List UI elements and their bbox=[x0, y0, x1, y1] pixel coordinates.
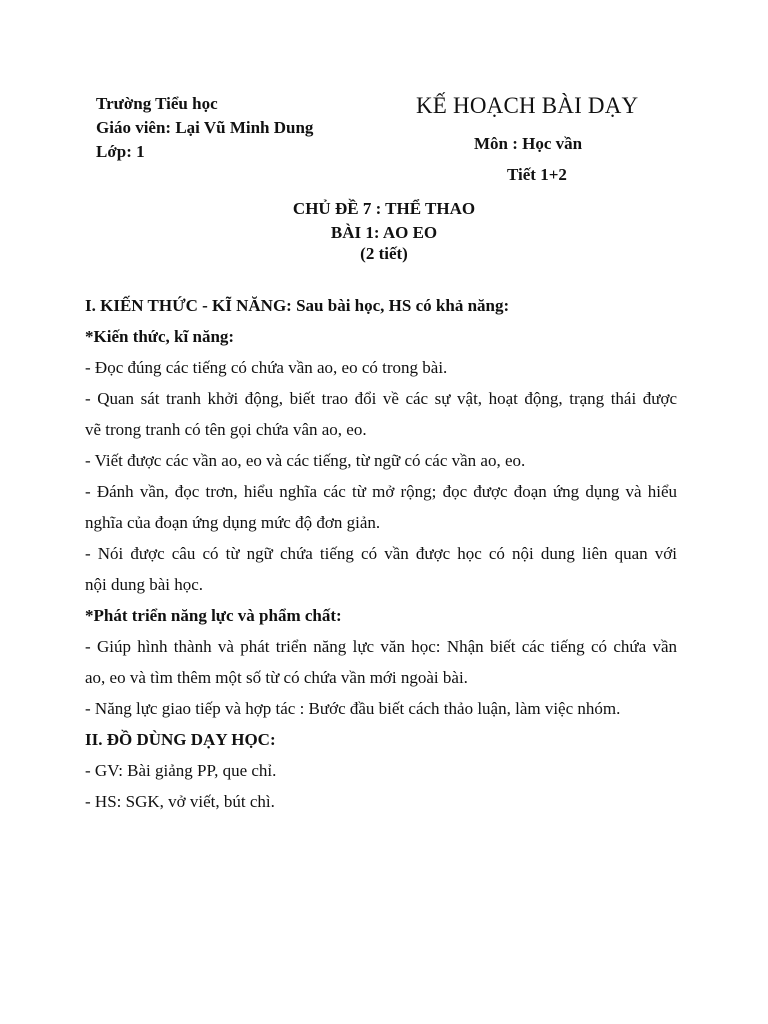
objective-line: - Quan sát tranh khởi động, biết trao đổi về các sự vật, hoạt động, trạng thái được bbox=[85, 389, 677, 408]
materials-line: - GV: Bài giảng PP, que chỉ. bbox=[85, 761, 277, 780]
lesson-duration: (2 tiết) bbox=[360, 244, 408, 263]
materials-line: - HS: SGK, vở viết, bút chì. bbox=[85, 792, 275, 811]
competency-line: - Giúp hình thành và phát triển năng lực văn học: Nhận biết các tiếng có chứa vần bbox=[85, 637, 677, 656]
objective-line: - Viết được các vần ao, eo và các tiếng, từ ngữ có các vần ao, eo. bbox=[85, 451, 526, 470]
grade-label: Lớp: 1 bbox=[96, 142, 145, 161]
objective-line: nghĩa của đoạn ứng dụng mức độ đơn giản. bbox=[85, 513, 381, 532]
section-heading-materials: II. ĐỒ DÙNG DẠY HỌC: bbox=[85, 730, 276, 749]
competency-line: ao, eo và tìm thêm một số từ có chứa vần mới ngoài bài. bbox=[85, 668, 468, 687]
plan-title: KẾ HOẠCH BÀI DẠY bbox=[416, 93, 639, 118]
subheading-competencies: *Phát triển năng lực và phẩm chất: bbox=[85, 606, 342, 625]
objective-line: nội dung bài học. bbox=[85, 575, 204, 594]
period-label: Tiết 1+2 bbox=[507, 165, 567, 184]
theme-title: CHỦ ĐỀ 7 : THỂ THAO bbox=[292, 199, 476, 218]
lesson-title: BÀI 1: AO EO bbox=[330, 223, 438, 242]
objective-line: - Nói được câu có từ ngữ chứa tiếng có vần được học có nội dung liên quan với bbox=[85, 544, 677, 563]
header-info bbox=[96, 92, 313, 164]
objective-line: - Đánh vần, đọc trơn, hiểu nghĩa các từ mở rộng; đọc được đoạn ứng dụng và hiểu bbox=[85, 482, 677, 501]
subheading-knowledge-skills: *Kiến thức, kĩ năng: bbox=[85, 327, 235, 346]
topic-block bbox=[0, 197, 768, 266]
lesson-body bbox=[85, 290, 677, 817]
subject-label: Môn : Học vần bbox=[474, 134, 583, 153]
school-name: Trường Tiểu học bbox=[96, 94, 218, 113]
teacher-name: Giáo viên: Lại Vũ Minh Dung bbox=[96, 118, 314, 137]
objective-line: vẽ trong tranh có tên gọi chứa vân ao, eo. bbox=[85, 420, 367, 439]
objective-line: - Đọc đúng các tiếng có chứa vần ao, eo có trong bài. bbox=[85, 358, 448, 377]
section-heading-knowledge: I. KIẾN THỨC - KĨ NĂNG: Sau bài học, HS có khả năng: bbox=[85, 296, 510, 315]
competency-line: - Năng lực giao tiếp và hợp tác : Bước đầu biết cách thảo luận, làm việc nhóm. bbox=[85, 699, 621, 718]
